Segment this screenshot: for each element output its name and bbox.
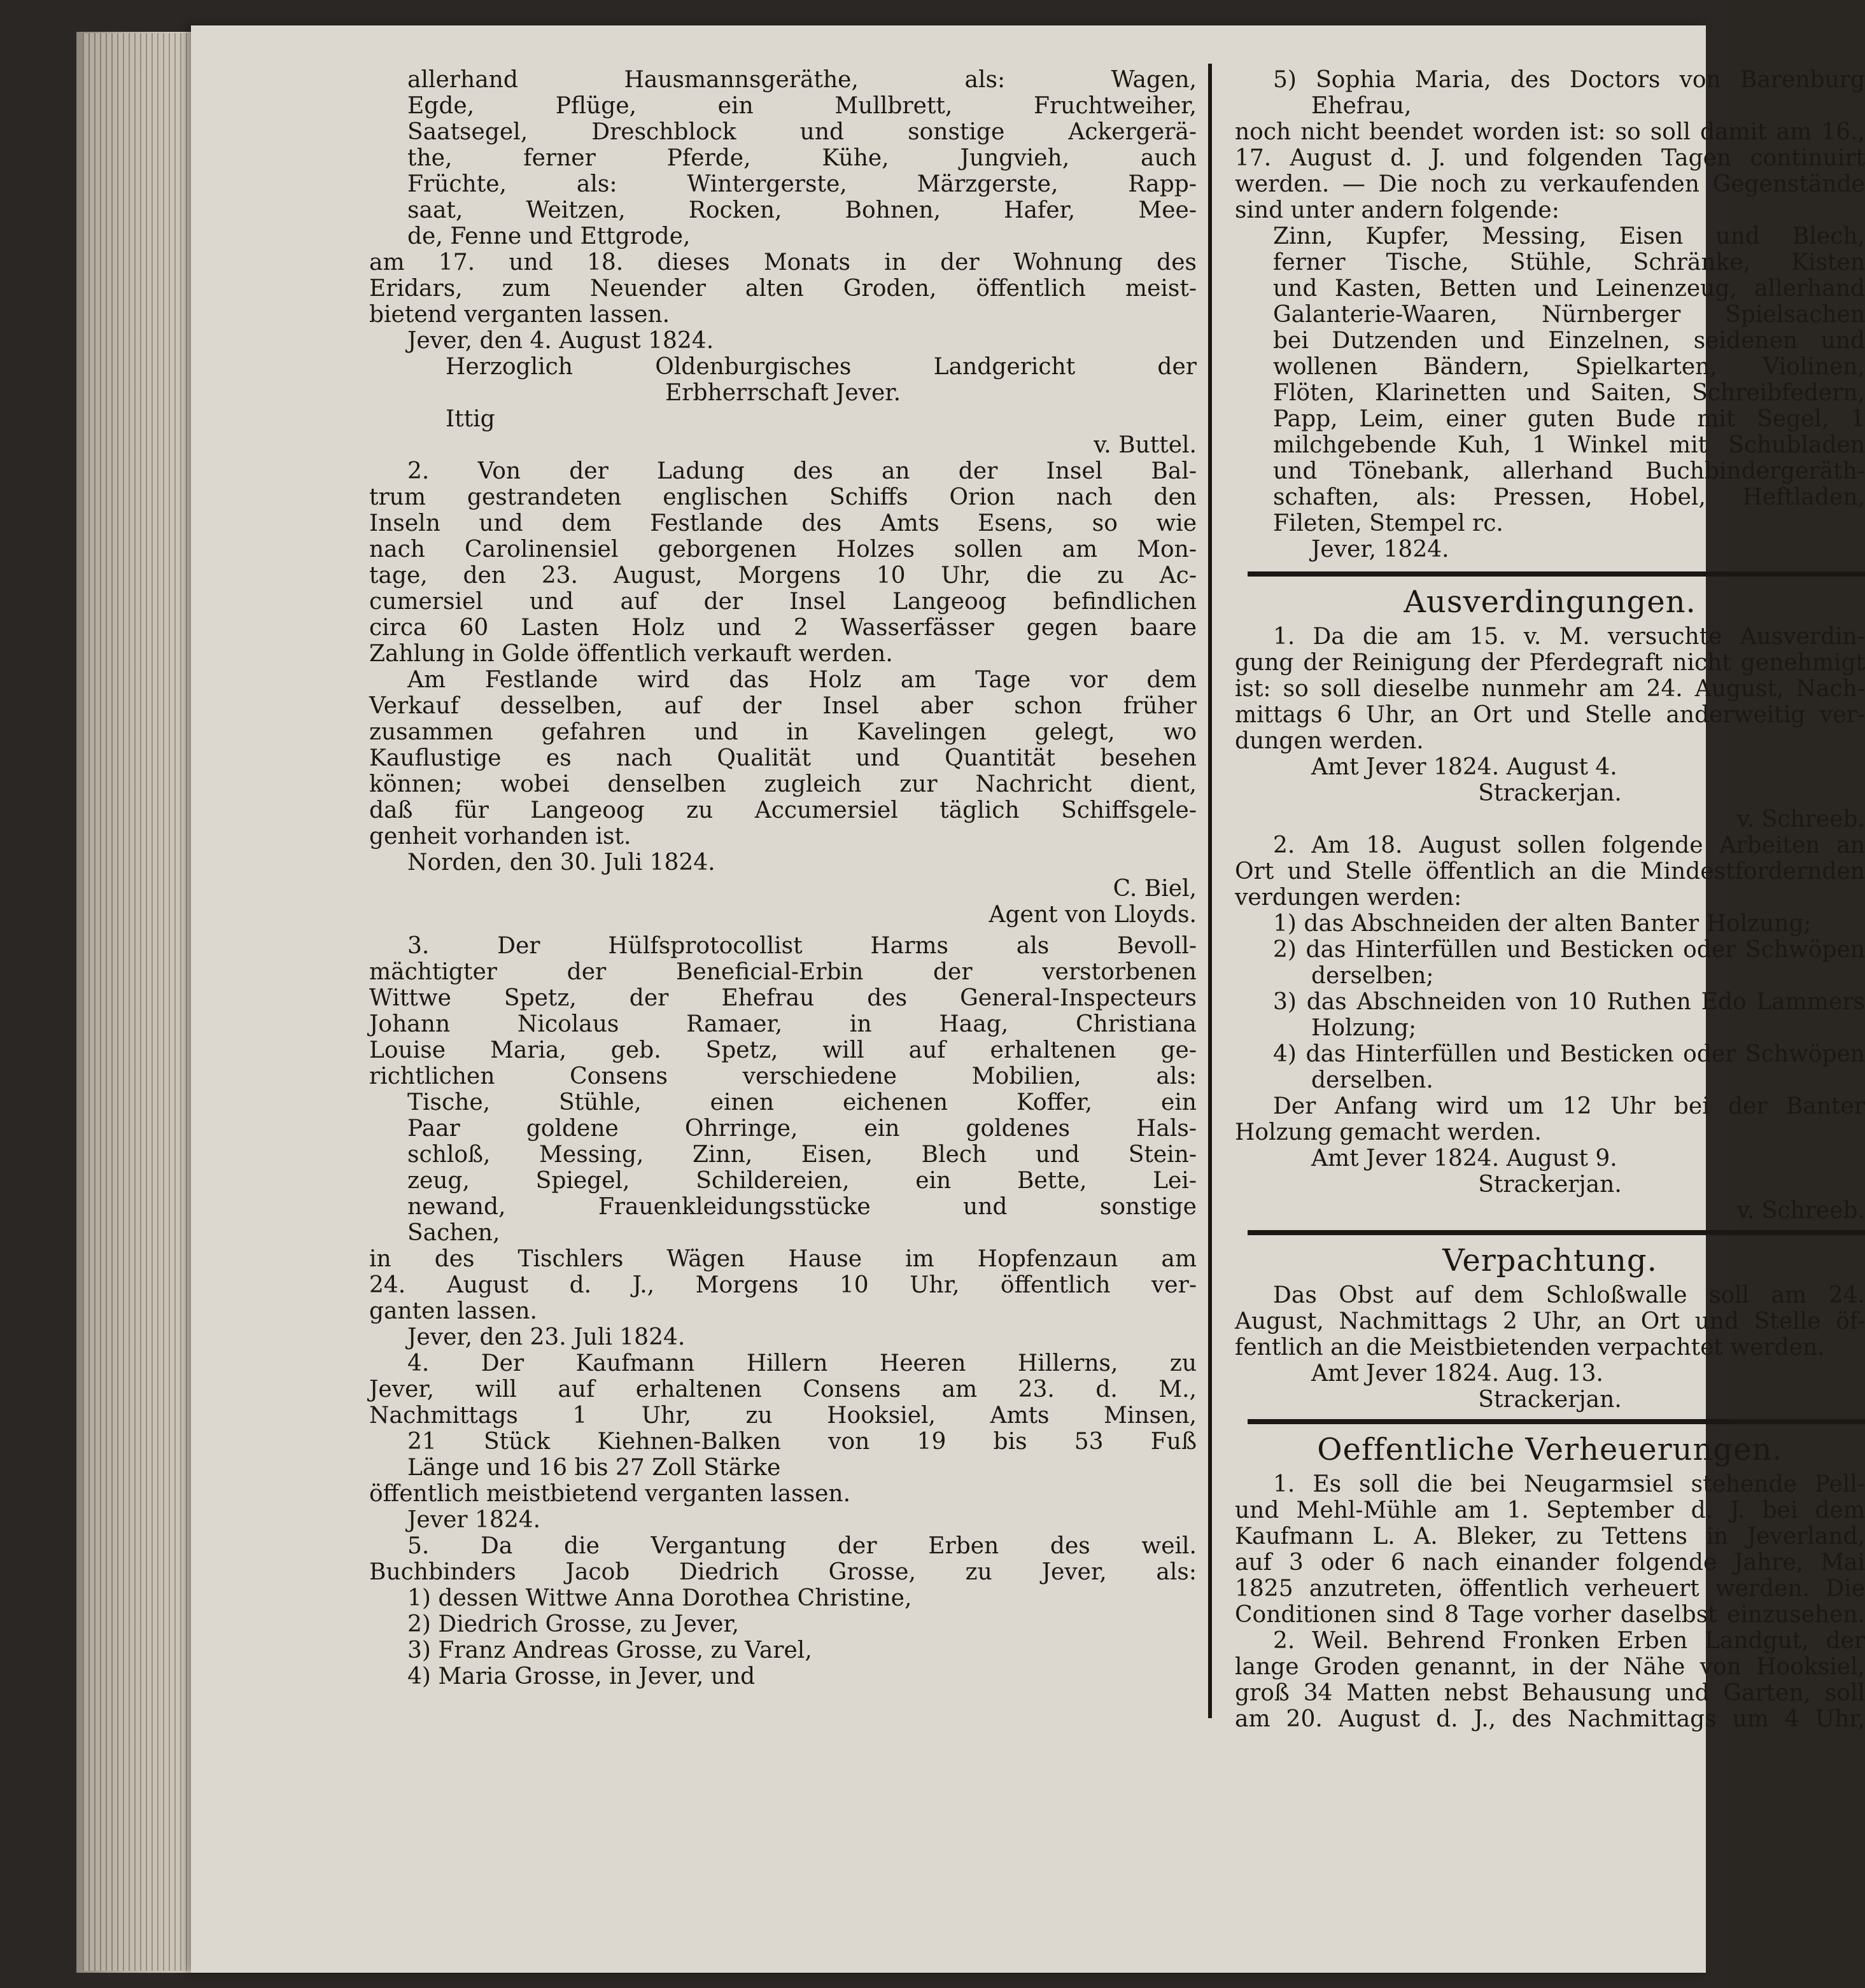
text-line: 5. Da die Vergantung der Erben des weil. <box>407 1533 1197 1559</box>
text-line: 1. Es soll die bei Neugarmsiel stehende Pell- <box>1273 1471 1865 1497</box>
text-line: Buchbinders Jacob Diedrich Grosse, zu Jever, als: <box>369 1559 1197 1585</box>
text-line: circa 60 Lasten Holz und 2 Wasserfässer gegen baare <box>369 615 1197 641</box>
text-line: trum gestrandeten englischen Schiffs Orion nach den <box>369 484 1197 510</box>
text-line: am 20. August d. J., des Nachmittags um 4 Uhr, <box>1235 1706 1865 1732</box>
text-line: 2. Am 18. August sollen folgende Arbeiten an <box>1273 832 1865 858</box>
text-line: lange Groden genannt, in der Nähe von Hooksiel, <box>1235 1654 1865 1680</box>
text-line: Egde, Pflüge, ein Mullbrett, Fruchtweiher, <box>407 93 1197 119</box>
text-line: Jever, 1824. <box>1311 536 1449 563</box>
left-column <box>369 67 1197 1690</box>
text-line: derselben. <box>1311 1067 1433 1093</box>
text-line: 3) Franz Andreas Grosse, zu Varel, <box>407 1637 812 1663</box>
text-line <box>369 928 1197 933</box>
text-line: Papp, Leim, einer guten Bude mit Segel, 1 <box>1273 406 1865 432</box>
text-line: genheit vorhanden ist. <box>369 823 631 850</box>
text-line: newand, Frauenkleidungsstücke und sonstige <box>407 1194 1197 1220</box>
text-line: Erbherrschaft Jever. <box>665 380 901 406</box>
text-line: saat, Weitzen, Rocken, Bohnen, Hafer, Mee- <box>407 197 1197 223</box>
text-line: noch nicht beendet worden ist: so soll damit am 16., <box>1235 119 1865 145</box>
text-line: Conditionen sind 8 Tage vorher daselbst einzusehen. <box>1235 1602 1865 1628</box>
text-line: Amt Jever 1824. Aug. 13. <box>1311 1361 1603 1387</box>
text-line: daß für Langeoog zu Accumersiel täglich Schiffsgele- <box>369 797 1197 823</box>
text-line: werden. — Die noch zu verkaufenden Gegenstände <box>1235 171 1865 197</box>
text-line: 21 Stück Kiehnen-Balken von 19 bis 53 Fuß <box>407 1429 1197 1455</box>
text-line: August, Nachmittags 2 Uhr, an Ort und Stelle öf- <box>1235 1308 1865 1334</box>
text-line: 2) das Hinterfüllen und Besticken oder Schwöpen <box>1273 937 1865 963</box>
text-line: 4) das Hinterfüllen und Besticken oder Schwöpen <box>1273 1041 1865 1067</box>
text-line: können; wobei denselben zugleich zur Nachricht dient, <box>369 771 1197 797</box>
text-line: dungen werden. <box>1235 728 1424 754</box>
heading-verheuerungen: Oeffentliche Verheuerungen. <box>1317 1432 1783 1467</box>
text-line: Inseln und dem Festlande des Amts Esens, so wie <box>369 510 1197 536</box>
text-line: cumersiel und auf der Insel Langeoog befindlichen <box>369 589 1197 615</box>
text-line: Verkauf desselben, auf der Insel aber schon früher <box>369 693 1197 719</box>
text-line: Eridars, zum Neuender alten Groden, öffentlich meist- <box>369 276 1197 302</box>
section-ausverdingungen <box>1235 624 1865 1224</box>
text-line: Tische, Stühle, einen eichenen Koffer, ein <box>407 1089 1197 1116</box>
text-line: Saatsegel, Dreschblock und sonstige Ackergerä- <box>407 119 1197 145</box>
text-line: ferner Tische, Stühle, Schränke, Kisten <box>1273 249 1865 276</box>
text-line: Paar goldene Ohrringe, ein goldenes Hals- <box>407 1116 1197 1142</box>
text-line: mittags 6 Uhr, an Ort und Stelle anderweitig ver- <box>1235 702 1865 728</box>
text-line: sind unter andern folgende: <box>1235 197 1559 223</box>
text-line: Ittig <box>446 406 495 432</box>
text-line: de, Fenne und Ettgrode, <box>407 223 691 249</box>
text-line: Strackerjan. <box>1478 1172 1622 1198</box>
text-line: 1) dessen Wittwe Anna Dorothea Christine, <box>407 1585 912 1611</box>
text-line: ganten lassen. <box>369 1298 537 1324</box>
text-line: schloß, Messing, Zinn, Eisen, Blech und Stein- <box>407 1142 1197 1168</box>
text-line: Jever, will auf erhaltenen Consens am 23. d. M., <box>369 1376 1197 1403</box>
text-line: 17. August d. J. und folgenden Tagen continuirt <box>1235 145 1865 171</box>
heading-verpachtung: Verpachtung. <box>1442 1243 1657 1278</box>
text-line: wollenen Bändern, Spielkarten, Violinen, <box>1273 354 1865 380</box>
text-line: C. Biel, <box>1113 876 1197 902</box>
text-line: Herzoglich Oldenburgisches Landgericht der <box>446 354 1197 380</box>
section-rule <box>1248 1419 1865 1424</box>
text-line: Zinn, Kupfer, Messing, Eisen und Blech, <box>1273 223 1865 249</box>
text-line: Amt Jever 1824. August 9. <box>1311 1145 1617 1172</box>
text-line: mächtigter der Beneficial-Erbin der verstorbenen <box>369 959 1197 985</box>
section-rule <box>1248 1230 1865 1235</box>
text-line: Holzung gemacht werden. <box>1235 1119 1542 1145</box>
text-line: und Mehl-Mühle am 1. September d. J. bei dem <box>1235 1497 1865 1523</box>
text-line: ist: so soll dieselbe nunmehr am 24. August, Nach- <box>1235 676 1865 702</box>
text-line: tage, den 23. August, Morgens 10 Uhr, die zu Ac- <box>369 563 1197 589</box>
text-line: Fileten, Stempel rc. <box>1273 510 1503 536</box>
text-line: 2. Von der Ladung des an der Insel Bal- <box>407 458 1197 484</box>
text-line: verdungen werden: <box>1235 885 1462 911</box>
text-line: groß 34 Matten nebst Behausung und Garten, soll <box>1235 1680 1865 1706</box>
text-line: bietend verganten lassen. <box>369 302 670 328</box>
text-line: Flöten, Klarinetten und Saiten, Schreibfedern, <box>1273 380 1865 406</box>
text-line: in des Tischlers Wägen Hause im Hopfenzaun am <box>369 1246 1197 1272</box>
text-line: Länge und 16 bis 27 Zoll Stärke <box>407 1455 781 1481</box>
text-line: gung der Reinigung der Pferdegraft nicht genehmigt <box>1235 650 1865 676</box>
text-line: Agent von Lloyds. <box>989 902 1197 928</box>
text-line: 3. Der Hülfsprotocollist Harms als Bevoll- <box>407 933 1197 959</box>
text-line: 1) das Abschneiden der alten Banter Holzung; <box>1273 911 1812 937</box>
section-verheuerungen <box>1235 1471 1865 1732</box>
text-line: Nachmittags 1 Uhr, zu Hooksiel, Amts Minsen, <box>369 1403 1197 1429</box>
section-verpachtung <box>1235 1282 1865 1413</box>
text-line: Kaufmann L. A. Bleker, zu Tettens in Jeverland, <box>1235 1523 1865 1550</box>
text-line: 1825 anzutreten, öffentlich verheuert werden. Die <box>1235 1576 1865 1602</box>
text-line: v. Schreeb. <box>1736 1198 1865 1224</box>
text-line: Jever, den 23. Juli 1824. <box>407 1324 686 1350</box>
text-line: Holzung; <box>1311 1015 1417 1041</box>
text-line: Kauflustige es nach Qualität und Quantität besehen <box>369 745 1197 771</box>
text-line: Wittwe Spetz, der Ehefrau des General-Inspecteurs <box>369 985 1197 1011</box>
text-line: Johann Nicolaus Ramaer, in Haag, Christiana <box>369 1011 1197 1037</box>
text-line: Ort und Stelle öffentlich an die Mindestfordernden <box>1235 858 1865 885</box>
text-line: auf 3 oder 6 nach einander folgende Jahre, Mai <box>1235 1550 1865 1576</box>
text-line: Norden, den 30. Juli 1824. <box>407 850 715 876</box>
text-line: Am Festlande wird das Holz am Tage vor dem <box>407 667 1197 693</box>
section-rule <box>1248 571 1865 577</box>
text-line: richtlichen Consens verschiedene Mobilien, als: <box>369 1063 1197 1089</box>
text-line: 2. Weil. Behrend Fronken Erben Landgut, der <box>1273 1628 1865 1654</box>
heading-ausverdingungen: Ausverdingungen. <box>1404 584 1696 620</box>
text-line: 3) das Abschneiden von 10 Ruthen Edo Lammers <box>1273 989 1865 1015</box>
text-line: zusammen gefahren und in Kavelingen gelegt, wo <box>369 719 1197 745</box>
text-line: Galanterie-Waaren, Nürnberger Spielsachen <box>1273 302 1865 328</box>
text-line: v. Schreeb. <box>1736 806 1865 832</box>
text-line: Der Anfang wird um 12 Uhr bei der Banter <box>1273 1093 1865 1119</box>
text-line: Sachen, <box>407 1220 500 1246</box>
text-line: v. Buttel. <box>1094 432 1197 458</box>
text-line: milchgebende Kuh, 1 Winkel mit Schubladen <box>1273 432 1865 458</box>
text-line: 4) Maria Grosse, in Jever, und <box>407 1663 756 1690</box>
text-line: Zahlung in Golde öffentlich verkauft werden. <box>369 641 893 667</box>
text-line: öffentlich meistbietend verganten lassen. <box>369 1481 851 1507</box>
column-divider <box>1208 64 1212 1718</box>
text-line: und Kasten, Betten und Leinenzeug, allerhand <box>1273 276 1865 302</box>
text-line: fentlich an die Meistbietenden verpachtet werden. <box>1235 1334 1825 1361</box>
text-line: the, ferner Pferde, Kühe, Jungvieh, auch <box>407 145 1197 171</box>
text-line: Ehefrau, <box>1311 93 1412 119</box>
text-line: derselben; <box>1311 963 1434 989</box>
text-line: Früchte, als: Wintergerste, Märzgerste, Rapp- <box>407 171 1197 197</box>
text-line: Strackerjan. <box>1478 1387 1622 1413</box>
text-line: Amt Jever 1824. August 4. <box>1311 754 1617 780</box>
text-line: am 17. und 18. dieses Monats in der Wohnung des <box>369 249 1197 276</box>
text-line: Jever 1824. <box>407 1507 541 1533</box>
text-line: 24. August d. J., Morgens 10 Uhr, öffentlich ver- <box>369 1272 1197 1298</box>
text-line: Louise Maria, geb. Spetz, will auf erhaltenen ge- <box>369 1037 1197 1063</box>
text-line: schaften, als: Pressen, Hobel, Heftladen, <box>1273 484 1865 510</box>
continued-notice <box>1235 67 1865 563</box>
text-line: und Tönebank, allerhand Buchbindergeräth- <box>1273 458 1865 484</box>
text-line: 2) Diedrich Grosse, zu Jever, <box>407 1611 740 1637</box>
right-column <box>1235 67 1865 1732</box>
newspaper-page <box>191 25 1865 1973</box>
text-line: zeug, Spiegel, Schildereien, ein Bette, Lei- <box>407 1168 1197 1194</box>
text-line: Jever, den 4. August 1824. <box>407 328 714 354</box>
page-edges <box>83 33 197 1971</box>
text-line: nach Carolinensiel geborgenen Holzes sollen am Mon- <box>369 536 1197 563</box>
text-line: allerhand Hausmannsgeräthe, als: Wagen, <box>407 67 1197 93</box>
text-line: bei Dutzenden und Einzelnen, seidenen und <box>1273 328 1865 354</box>
text-line: Das Obst auf dem Schloßwalle soll am 24. <box>1273 1282 1865 1308</box>
text-line: 1. Da die am 15. v. M. versuchte Ausverdin- <box>1273 624 1865 650</box>
text-line: 4. Der Kaufmann Hillern Heeren Hillerns, zu <box>407 1350 1197 1376</box>
text-line: Strackerjan. <box>1478 780 1622 806</box>
text-line: 5) Sophia Maria, des Doctors von Barenburg <box>1273 67 1865 93</box>
